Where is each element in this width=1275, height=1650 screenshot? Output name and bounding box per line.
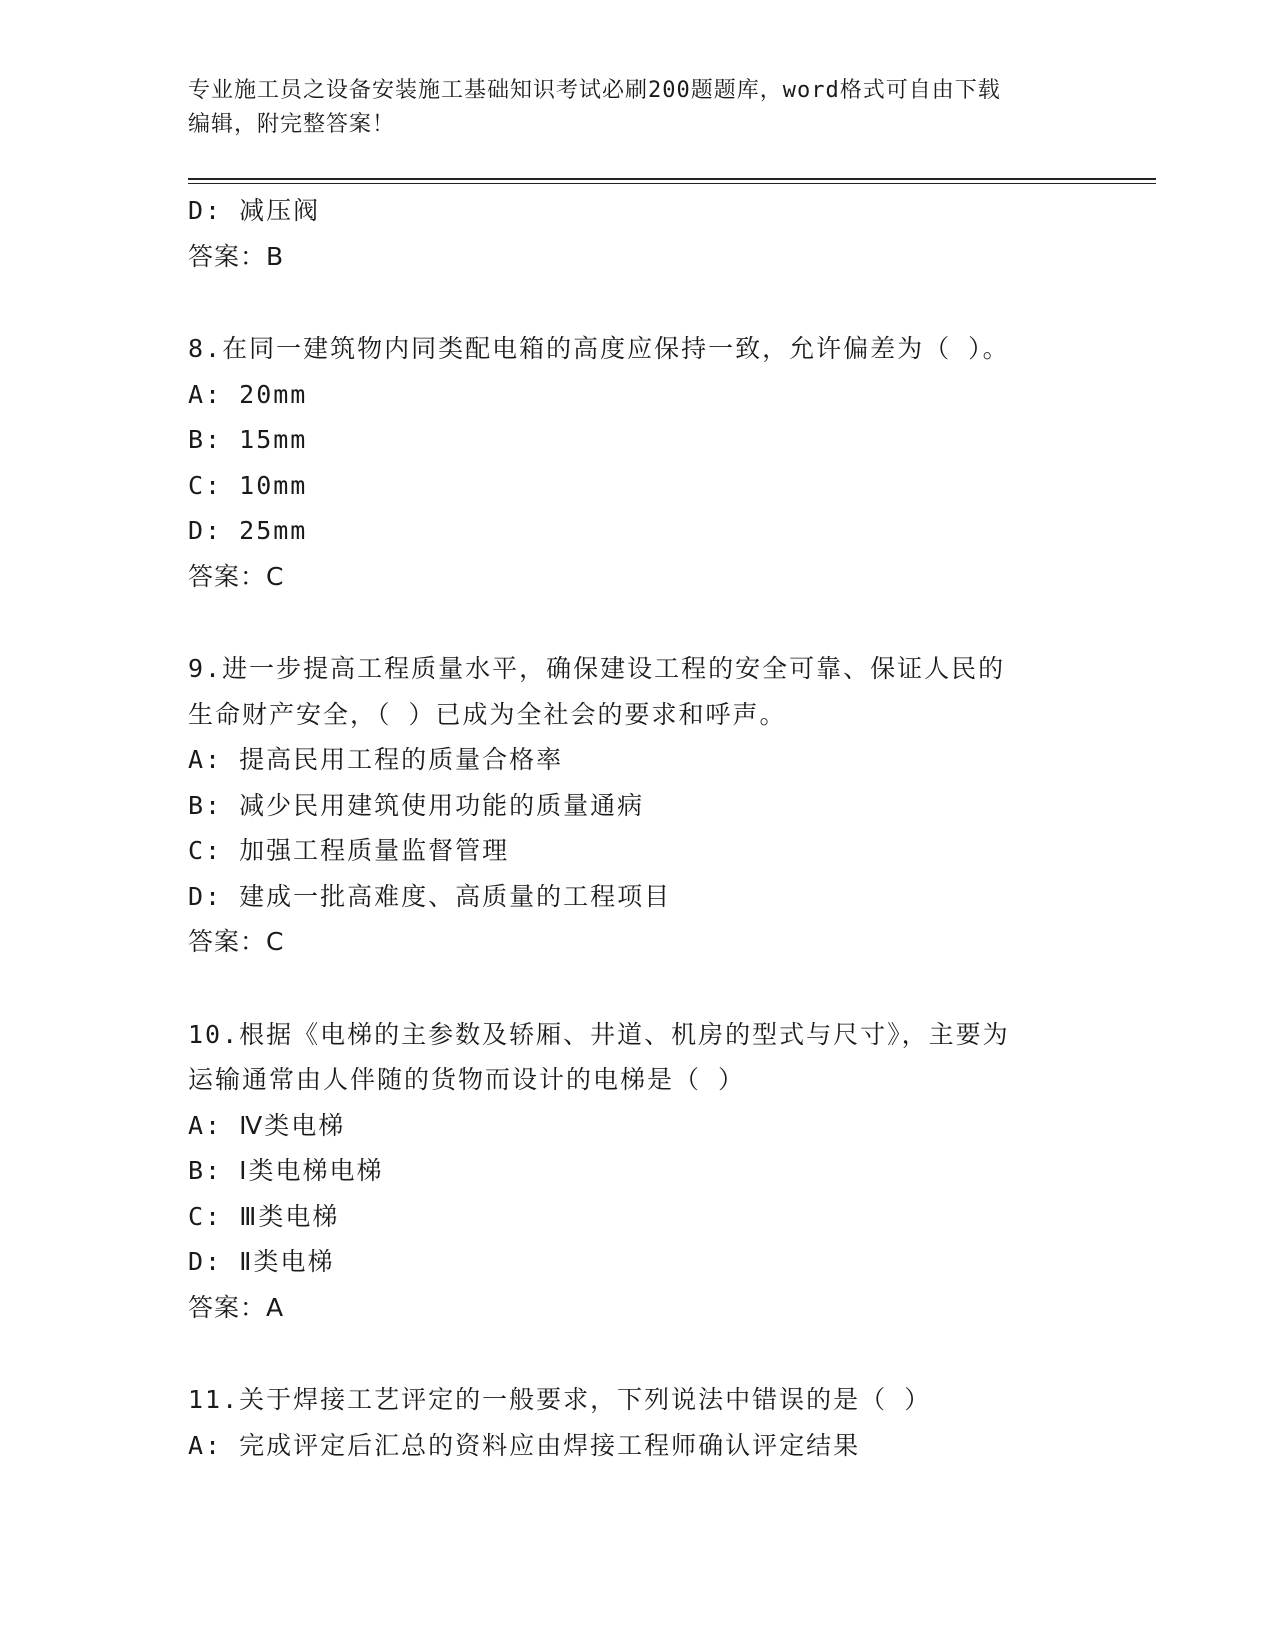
question-11 bbox=[188, 1377, 1088, 1468]
question-stem: 11.关于焊接工艺评定的一般要求，下列说法中错误的是（ ） bbox=[188, 1385, 932, 1414]
header-title-line-1: 专业施工员之设备安装施工基础知识考试必刷200题题库，word格式可自由下载 bbox=[188, 78, 1001, 103]
question-stem: 8.在同一建筑物内同类配电箱的高度应保持一致，允许偏差为（ ）。 bbox=[188, 334, 1010, 363]
option-b: B: 减少民用建筑使用功能的质量通病 bbox=[188, 790, 645, 820]
option-a: A: Ⅳ类电梯 bbox=[188, 1110, 346, 1140]
answer: 答案：B bbox=[188, 241, 285, 271]
answer: 答案：A bbox=[188, 1292, 285, 1322]
header-title-line-2: 编辑，附完整答案！ bbox=[188, 112, 396, 137]
option-b: B: Ⅰ类电梯电梯 bbox=[188, 1156, 384, 1185]
question-9 bbox=[188, 646, 1088, 965]
option-a: A: 20mm bbox=[188, 379, 308, 409]
question-stem: 10.根据《电梯的主参数及轿厢、井道、机房的型式与尺寸》，主要为 bbox=[188, 1019, 1010, 1049]
header-divider bbox=[188, 178, 1156, 184]
question-stem: 9.进一步提高工程质量水平，确保建设工程的安全可靠、保证人民的 bbox=[188, 654, 1006, 683]
question-spacer bbox=[188, 965, 1088, 1012]
option-c: C: 加强工程质量监督管理 bbox=[188, 836, 510, 865]
question-spacer bbox=[188, 599, 1088, 646]
option-a: A: 提高民用工程的质量合格率 bbox=[188, 745, 564, 774]
option-d: D: 建成一批高难度、高质量的工程项目 bbox=[188, 881, 672, 911]
answer: 答案：C bbox=[188, 561, 285, 591]
option-c: C: 10mm bbox=[188, 470, 308, 500]
document-header bbox=[188, 74, 1068, 142]
option-a: A: 完成评定后汇总的资料应由焊接工程师确认评定结果 bbox=[188, 1430, 861, 1460]
question-spacer bbox=[188, 279, 1088, 326]
answer: 答案：C bbox=[188, 927, 285, 956]
option-d: D: 25mm bbox=[188, 516, 308, 545]
option-c: C: Ⅲ类电梯 bbox=[188, 1201, 340, 1231]
question-list bbox=[188, 188, 1088, 1468]
question-spacer bbox=[188, 1330, 1088, 1377]
question-stem-continued: 生命财产安全，（ ）已成为全社会的要求和呼声。 bbox=[188, 699, 787, 729]
question-10 bbox=[188, 1012, 1088, 1331]
question-8 bbox=[188, 326, 1088, 599]
option-b: B: 15mm bbox=[188, 425, 308, 454]
question-stem-continued: 运输通常由人伴随的货物而设计的电梯是（ ） bbox=[188, 1065, 746, 1094]
option-d: D: Ⅱ类电梯 bbox=[188, 1247, 335, 1276]
option-d: D: 减压阀 bbox=[188, 196, 321, 225]
